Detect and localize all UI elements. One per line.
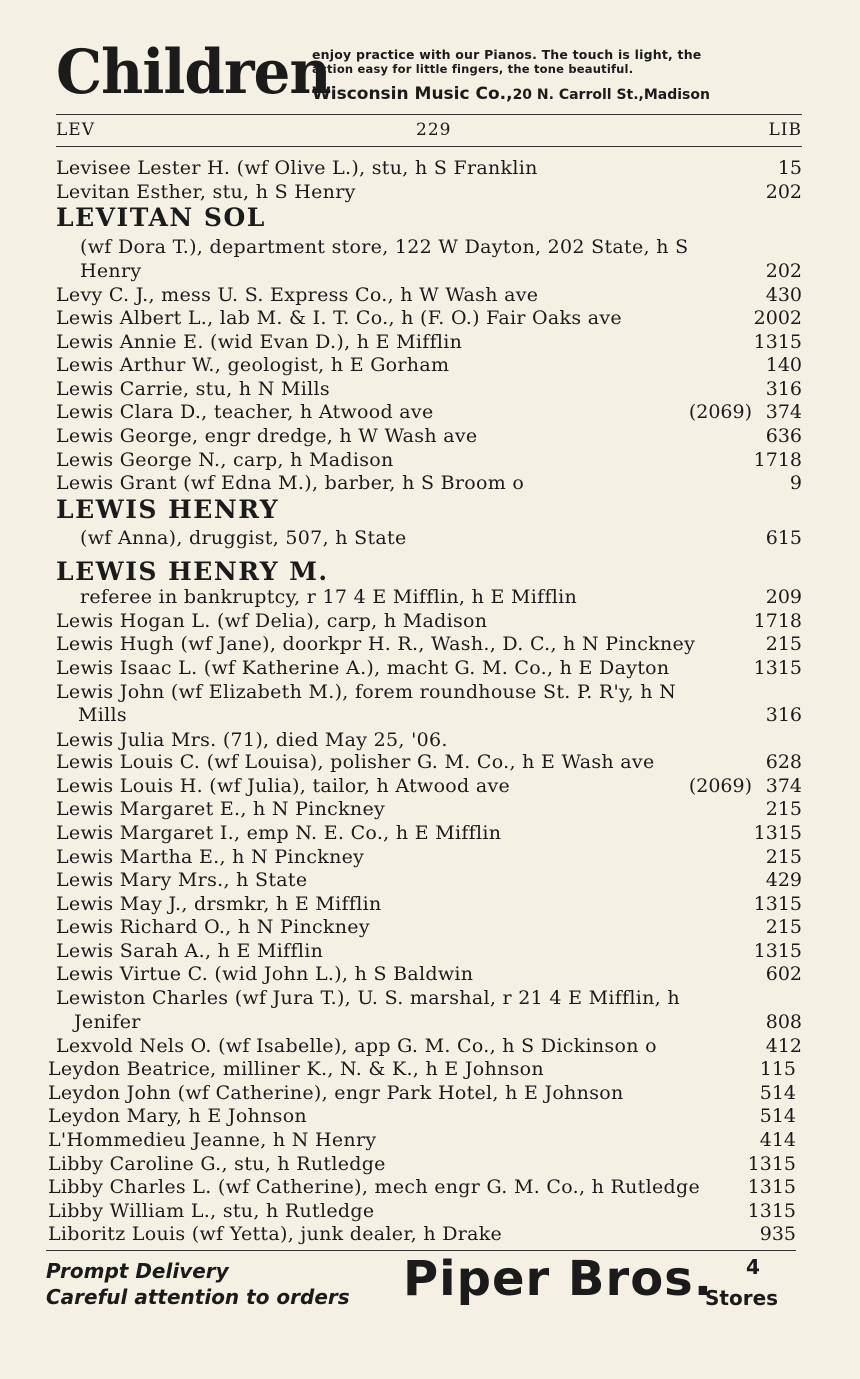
entry-text: Lewis George, engr dredge, h W Wash ave	[56, 425, 478, 447]
ad-copy-line-2: action easy for little fingers, the tone beautiful.	[312, 62, 634, 76]
entry-text: Lewis May J., drsmkr, h E Mifflin	[56, 893, 382, 915]
entry-text: Henry	[80, 260, 142, 282]
entry-number: 9	[789, 472, 802, 494]
entry-text: Lewis Martha E., h N Pinckney	[56, 846, 365, 868]
ad-company-address: 20 N. Carroll St.,Madison	[512, 87, 710, 103]
entry-text: Mills	[78, 704, 127, 726]
entry-number: 414	[759, 1129, 796, 1151]
entry-text: Lewis Hugh (wf Jane), doorkpr H. R., Wash., D. C., h N Pinckney	[56, 633, 696, 655]
entry-number: 215	[765, 633, 802, 655]
entry-text: Lewis Albert L., lab M. & I. T. Co., h (F. O.) Fair Oaks ave	[56, 307, 622, 329]
entry-text: Lewis Louis C. (wf Louisa), polisher G. M. Co., h E Wash ave	[56, 751, 655, 773]
entry-number: 628	[765, 751, 802, 773]
header-right-guide: LIB	[768, 120, 802, 140]
entry-phone-note: (2069)	[688, 775, 752, 797]
entry-number: 429	[765, 869, 802, 891]
entry-text: Lexvold Nels O. (wf Isabelle), app G. M. Co., h S Dickinson o	[56, 1035, 657, 1057]
entry-number: 1315	[747, 1200, 796, 1222]
entry-text: Lewis Grant (wf Edna M.), barber, h S Broom o	[56, 472, 525, 494]
entry-heading: LEVITAN SOL	[56, 203, 266, 232]
entry-heading: LEWIS HENRY	[56, 495, 280, 524]
entry-number: 514	[759, 1105, 796, 1127]
ad-copy-line-1: enjoy practice with our Pianos. The touch is light, the	[312, 47, 702, 62]
entry-number: 1718	[753, 610, 802, 632]
entry-number: 412	[765, 1035, 802, 1057]
bottom-ad-line-2: Careful attention to orders	[46, 1285, 350, 1309]
entry-text: L'Hommedieu Jeanne, h N Henry	[48, 1129, 377, 1151]
entry-text: Levy C. J., mess U. S. Express Co., h W Wash ave	[56, 284, 539, 306]
entry-number: 1315	[753, 893, 802, 915]
entry-number: 374	[765, 401, 802, 423]
entry-text: Lewis Arthur W., geologist, h E Gorham	[56, 354, 450, 376]
entry-text: Lewis Hogan L. (wf Delia), carp, h Madison	[56, 610, 488, 632]
entry-text: Lewis Clara D., teacher, h Atwood ave	[56, 401, 434, 423]
entry-number: 140	[765, 354, 802, 376]
entry-text: Lewis Annie E. (wid Evan D.), h E Mifflin	[56, 331, 463, 353]
bottom-ad-tagline	[46, 1258, 350, 1310]
entry-text: Lewis Louis H. (wf Julia), tailor, h Atwood ave	[56, 775, 511, 797]
entry-number: 636	[765, 425, 802, 447]
entry-text: Leydon Mary, h E Johnson	[48, 1105, 307, 1127]
entry-number: 1315	[753, 657, 802, 679]
entry-text: Libby Charles L. (wf Catherine), mech engr G. M. Co., h Rutledge	[48, 1176, 701, 1198]
entry-number: 215	[765, 916, 802, 938]
entry-phone-note: (2069)	[688, 401, 752, 423]
entry-number: 215	[765, 846, 802, 868]
bottom-ad-stores: Stores	[705, 1286, 779, 1310]
entry-text: Libby Caroline G., stu, h Rutledge	[48, 1153, 386, 1175]
bottom-ad-brand: Piper Bros.	[403, 1251, 713, 1307]
bottom-ad-store-count: 4	[746, 1255, 760, 1279]
entry-number: 2002	[753, 307, 802, 329]
entry-text: (wf Anna), druggist, 507, h State	[80, 527, 407, 549]
entry-number: 615	[765, 527, 802, 549]
entry-text: Libby William L., stu, h Rutledge	[48, 1200, 375, 1222]
entry-text: Lewiston Charles (wf Jura T.), U. S. marshal, r 21 4 E Mifflin, h	[56, 987, 680, 1009]
entry-text: Liboritz Louis (wf Yetta), junk dealer, h Drake	[48, 1223, 503, 1245]
page-number: 229	[416, 120, 452, 140]
entry-number: 1315	[753, 940, 802, 962]
entry-number: 15	[777, 157, 802, 179]
ad-headline: Children	[56, 36, 331, 108]
entry-text: Lewis John (wf Elizabeth M.), forem roundhouse St. P. R'y, h N	[56, 681, 676, 703]
entry-number: 1718	[753, 449, 802, 471]
entry-text: Lewis Carrie, stu, h N Mills	[56, 378, 330, 400]
entry-number: 202	[765, 181, 802, 203]
entry-text: Lewis Mary Mrs., h State	[56, 869, 308, 891]
entry-number: 935	[759, 1223, 796, 1245]
bottom-ad-line-1: Prompt Delivery	[46, 1259, 229, 1283]
entry-number: 316	[765, 704, 802, 726]
entry-number: 115	[759, 1058, 796, 1080]
entry-number: 1315	[753, 331, 802, 353]
entry-text: Lewis Isaac L. (wf Katherine A.), macht G. M. Co., h E Dayton	[56, 657, 670, 679]
entry-text: (wf Dora T.), department store, 122 W Dayton, 202 State, h S	[80, 236, 689, 258]
entry-number: 215	[765, 798, 802, 820]
entry-text: Lewis Sarah A., h E Mifflin	[56, 940, 324, 962]
entry-number: 808	[765, 1011, 802, 1033]
entry-number: 316	[765, 378, 802, 400]
entry-number: 209	[765, 586, 802, 608]
entry-text: Lewis Richard O., h N Pinckney	[56, 916, 370, 938]
entry-number: 602	[765, 963, 802, 985]
entry-text: Leydon John (wf Catherine), engr Park Hotel, h E Johnson	[48, 1082, 624, 1104]
entry-text: Levitan Esther, stu, h S Henry	[56, 181, 356, 203]
entry-number: 374	[765, 775, 802, 797]
entry-text: Leydon Beatrice, milliner K., N. & K., h E Johnson	[48, 1058, 544, 1080]
entry-text: Lewis Julia Mrs. (71), died May 25, '06.	[56, 729, 448, 751]
ad-company-name: Wisconsin Music Co.,	[312, 84, 513, 104]
header-left-guide: LEV	[56, 120, 95, 140]
entry-text: Lewis Virtue C. (wid John L.), h S Baldwin	[56, 963, 474, 985]
entry-text: Lewis Margaret E., h N Pinckney	[56, 798, 386, 820]
entry-text: Jenifer	[74, 1011, 141, 1033]
entry-number: 1315	[747, 1153, 796, 1175]
entry-text: Lewis Margaret I., emp N. E. Co., h E Mifflin	[56, 822, 502, 844]
entry-number: 202	[765, 260, 802, 282]
entry-number: 1315	[753, 822, 802, 844]
entry-text: Levisee Lester H. (wf Olive L.), stu, h S Franklin	[56, 157, 538, 179]
entry-number: 430	[765, 284, 802, 306]
entry-number: 1315	[747, 1176, 796, 1198]
entry-number: 514	[759, 1082, 796, 1104]
entry-text: Lewis George N., carp, h Madison	[56, 449, 394, 471]
entry-text: referee in bankruptcy, r 17 4 E Mifflin, h E Mifflin	[80, 586, 578, 608]
entry-heading: LEWIS HENRY M.	[56, 557, 329, 586]
